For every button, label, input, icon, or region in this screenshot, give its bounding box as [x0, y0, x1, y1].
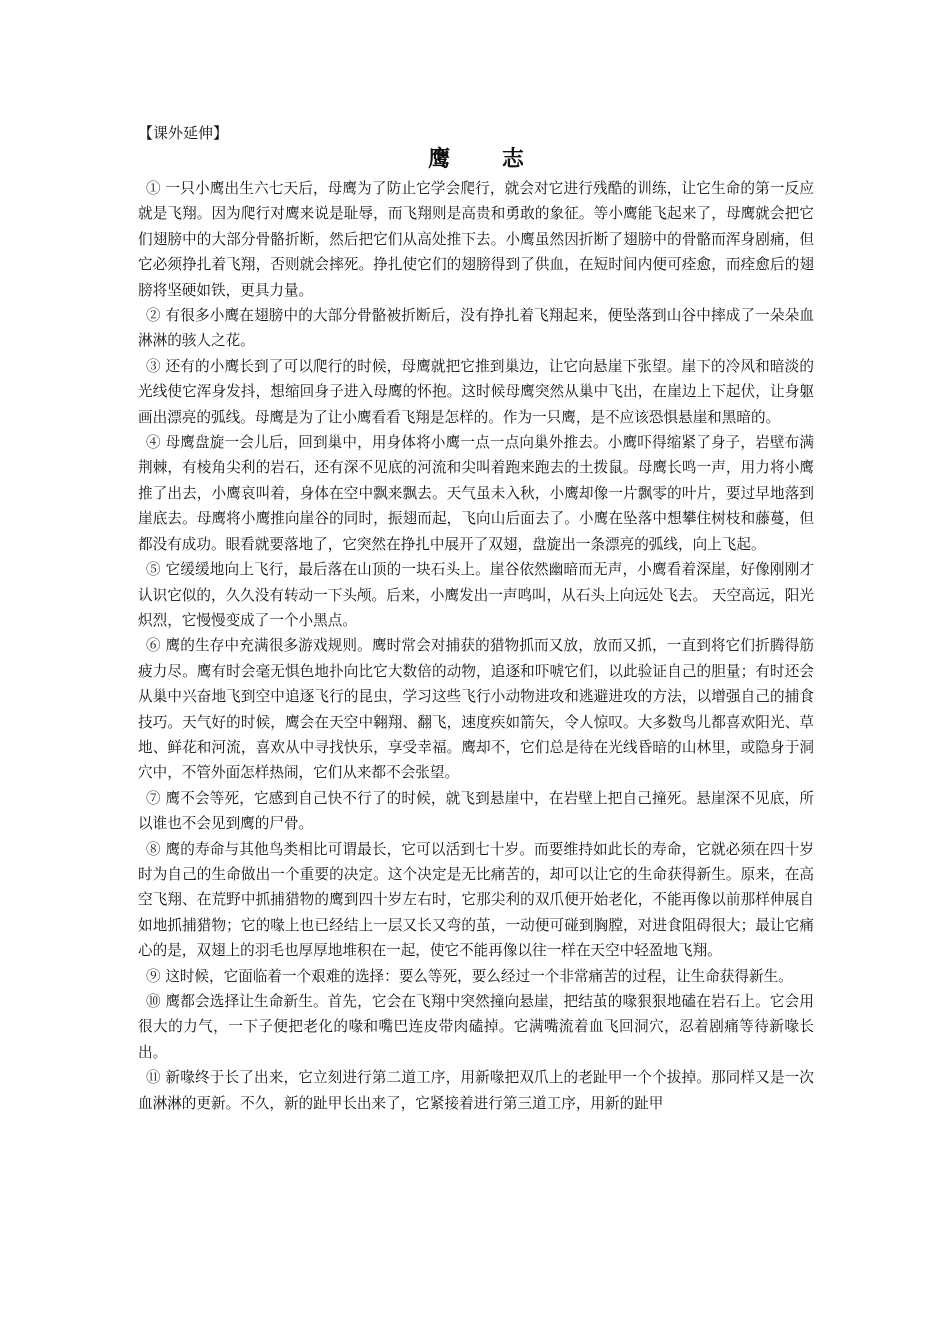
paragraph-10: ⑩ 鹰都会选择让生命新生。首先，它会在飞翔中突然撞向悬崖，把结茧的喙狠狠地磕在岩石上。它会用很大的力气，一下子便把老化的喙和嘴巴连皮带肉磕掉。它满嘴流着血飞回洞穴，忍着剧痛等待新喙长出。 — [138, 993, 814, 1061]
paragraph-9: ⑨ 这时候，它面临着一个艰难的选择：要么等死，要么经过一个非常痛苦的过程，让生命获得新生。 — [146, 967, 793, 985]
section-label: 【课外延伸】 — [138, 124, 229, 142]
paragraph-8: ⑧ 鹰的寿命与其他鸟类相比可谓最长，它可以活到七十岁。而要维持如此长的寿命，它就必须在四十岁时为自己的生命做出一个重要的决定。这个决定是无比痛苦的，却可以让它的生命获得新生。原来，在高空飞翔、在荒野中抓捕猎物的鹰到四十岁左右时，它那尖利的双爪便开始老化，不能再像以前那样伸展自如地抓捕猎物；它的喙上也已经结上一层又长又弯的茧，一动便可碰到胸膛，对进食阻碍很大；最让它痛心的是，双翅上的羽毛也厚厚地堆积在一起，使它不能再像以往一样在天空中轻盈地飞翔。 — [138, 840, 814, 960]
article-title: 鹰 志 — [428, 147, 546, 172]
paragraph-4: ④ 母鹰盘旋一会儿后，回到巢中，用身体将小鹰一点一点向巢外推去。小鹰吓得缩紧了身子，岩壁布满荆棘，有棱角尖利的岩石，还有深不见底的河流和尖叫着跑来跑去的土拨鼠。母鹰长鸣一声，用力将小鹰推了出去，小鹰哀叫着，身体在空中飘来飘去。天气虽未入秋，小鹰却像一片飘零的叶片，要过早地落到崖底去。母鹰将小鹰推向崖谷的同时，振翅而起，飞向山后面去了。小鹰在坠落中想攀住树枝和藤蔓，但都没有成功。眼看就要落地了，它突然在挣扎中展开了双翅，盘旋出一条漂亮的弧线，向上飞起。 — [138, 434, 814, 553]
paragraph-3: ③ 还有的小鹰长到了可以爬行的时候，母鹰就把它推到巢边，让它向悬崖下张望。崖下的冷风和暗淡的光线使它浑身发抖，想缩回身子进入母鹰的怀抱。这时候母鹰突然从巢中飞出，在崖边上下起伏，让身躯画出漂亮的弧线。母鹰是为了让小鹰看看飞翔是怎样的。作为一只鹰，是不应该恐惧悬崖和黑暗的。 — [138, 357, 814, 426]
paragraph-2: ② 有很多小鹰在翅膀中的大部分骨骼被折断后，没有挣扎着飞翔起来，便坠落到山谷中摔成了一朵朵血淋淋的骇人之花。 — [138, 307, 814, 350]
paragraph-6: ⑥ 鹰的生存中充满很多游戏规则。鹰时常会对捕获的猎物抓而又放，放而又抓，一直到将它们折腾得筋疲力尽。鹰有时会毫无惧色地扑向比它大数倍的动物，追逐和吓唬它们，以此验证自己的胆量；有时还会从巢中兴奋地飞到空中追逐飞行的昆虫，学习这些飞行小动物进攻和逃避进攻的方法，以增强自己的捕食技巧。天气好的时候，鹰会在天空中翱翔、翻飞，速度疾如箭矢，令人惊叹。大多数鸟儿都喜欢阳光、草地、鲜花和河流，喜欢从中寻找快乐，享受幸福。鹰却不，它们总是待在光线昏暗的山林里，或隐身于洞穴中，不管外面怎样热闹，它们从来都不会张望。 — [138, 637, 814, 782]
document-page — [138, 122, 814, 1116]
paragraph-11: ⑪ 新喙终于长了出来，它立刻进行第二道工序，用新喙把双爪上的老趾甲一个个拔掉。那同样又是一次血淋淋的更新。不久，新的趾甲长出来了，它紧接着进行第三道工序，用新的趾甲 — [138, 1069, 814, 1112]
paragraph-5: ⑤ 它缓缓地向上飞行，最后落在山顶的一块石头上。崖谷依然幽暗而无声，小鹰看着深崖，好像刚刚才认识它似的，久久没有转动一下头颅。后来，小鹰发出一声鸣叫，从石头上向远处飞去。 天空高远，阳光炽烈，它慢慢变成了一个小黑点。 — [138, 561, 814, 629]
paragraph-1: ① 一只小鹰出生六七天后，母鹰为了防止它学会爬行，就会对它进行残酷的训练，让它生命的第一反应就是飞翔。因为爬行对鹰来说是耻辱，而飞翔则是高贵和勇敢的象征。等小鹰能飞起来了，母鹰就会把它们翅膀中的大部分骨骼折断，然后把它们从高处推下去。小鹰虽然因折断了翅膀中的骨骼而浑身剧痛，但它必须挣扎着飞翔，否则就会摔死。挣扎使它们的翅膀得到了供血，在短时间内便可痊愈，而痊愈后的翅膀将坚硬如铁，更具力量。 — [138, 180, 814, 299]
paragraph-7: ⑦ 鹰不会等死，它感到自己快不行了的时候，就飞到悬崖中，在岩壁上把自己撞死。悬崖深不见底，所以谁也不会见到鹰的尸骨。 — [138, 789, 814, 833]
